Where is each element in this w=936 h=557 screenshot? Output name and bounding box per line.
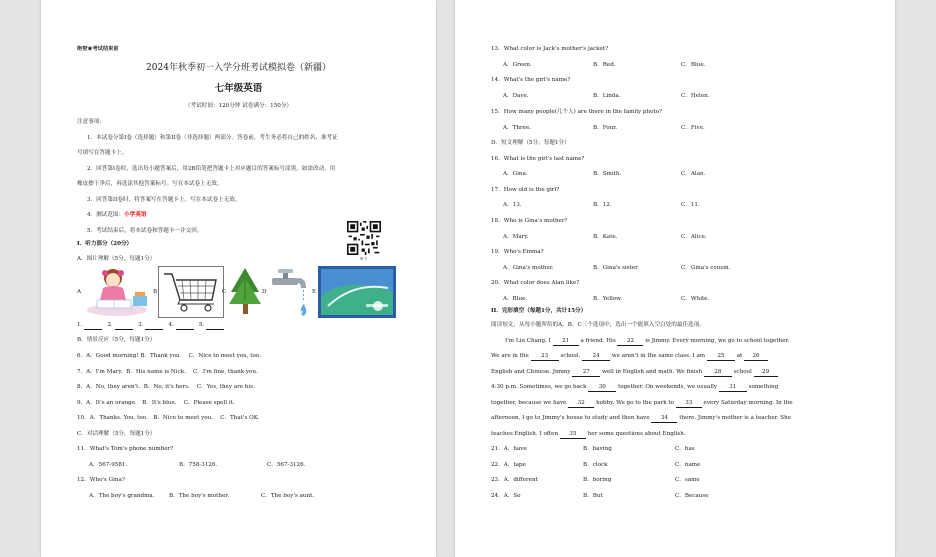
question-text: 16．What is the girl's last name? xyxy=(491,156,585,162)
option-c: C．Blue. xyxy=(681,62,706,68)
option-a: A．Mary. xyxy=(503,234,529,240)
part2-heading: II．完形填空（每题1分，共计15分） xyxy=(491,308,587,314)
option-b: B．Smith. xyxy=(593,171,622,177)
passage-line: together, because we have 32 hobby. We go to the park to 33 every Saturday morning. In the xyxy=(491,400,793,406)
secret-label: 绝密★考试结束前 xyxy=(77,46,119,52)
section-a-heading: A．图片理解（5分，每题1分） xyxy=(77,256,156,262)
note-line: 橡皮擦干净后，再选涂其他答案标号。写在本试卷上无效。 xyxy=(77,181,223,187)
question-text: 17．How old is the girl? xyxy=(491,187,560,193)
section-c-heading: C．对话理解（5分，每题1分） xyxy=(77,431,156,437)
option-b: B．The boy's mother. xyxy=(169,493,230,499)
option-a: A．The boy's grandma. xyxy=(89,493,155,499)
option-c: C．The boy's aunt. xyxy=(261,493,315,499)
question-text: 11．What's Tom's phone number? xyxy=(77,446,174,452)
water-tap-picture xyxy=(268,266,312,318)
passage-line: 4:30 p.m. Sometimes, we go back 30 together. On weekends, we usually 31 something xyxy=(491,384,779,390)
option-c: C．Five. xyxy=(681,125,705,131)
question-row: 9．A．It's an orange. B．It's blue. C．Please spell it. xyxy=(77,400,235,406)
option-c: C．White. xyxy=(681,296,710,302)
qr-code xyxy=(347,221,381,255)
part1-heading: I．听力部分（20分） xyxy=(77,241,133,247)
picture-letter-e: E xyxy=(312,289,317,295)
option-b: B．Four. xyxy=(593,125,618,131)
note-line: 1．本试卷分第I卷（选择题）和第II卷（非选择题）两部分。答卷前，考生务必将自己的姓名、准考证 xyxy=(87,135,338,141)
passage-line: English and Chinese. Jimmy 27 well in English and math. We finish 28 school 29 xyxy=(491,369,778,377)
girl-reading-picture xyxy=(83,266,158,318)
part2-instructions: 阅读短文，从每小题所给的A、B、C三个选项中，选出一个能填入空白处的最佳选项。 xyxy=(491,322,705,328)
option-c: C．11. xyxy=(681,202,700,208)
option-a: A．567-9581. xyxy=(89,462,128,468)
question-text: 12．Who's Gina? xyxy=(77,477,125,483)
option-b: B．having xyxy=(583,446,612,452)
option-c: C．Helen. xyxy=(681,93,710,99)
passage-line: We are in the 23 school. 24 we aren't in the same class. I am 25 at 26 xyxy=(491,353,768,361)
option-b: B．Kate. xyxy=(593,234,618,240)
option-a: A．Dave. xyxy=(503,93,529,99)
note-line: 2．回答第I卷时，选出每小题答案后，用2B铅笔把答题卡上对应题目的答案标号涂黑。如需改动，用 xyxy=(87,166,336,172)
question-text: 14．What's the girl's name? xyxy=(491,77,571,83)
question-row: 10．A．Thanks. You, too. B．Nice to meet you. C．That's OK. xyxy=(77,415,260,421)
option-b: B．clock xyxy=(583,462,608,468)
question-row: 8．A．No, they aren't. B．No, it's hers. C．Yes, they are his. xyxy=(77,384,255,390)
question-text: 20．What color does Alan like? xyxy=(491,280,580,286)
option-a: A．Blue. xyxy=(503,296,528,302)
question-text: 13．What color is Jack's mother's jacket? xyxy=(491,46,609,52)
blank-row: 1. 2. 3. 4. 5. xyxy=(77,322,224,330)
option-b: B．Yellow. xyxy=(593,296,623,302)
exam-page-left xyxy=(41,0,436,557)
cloze-option-row: 23．A．different xyxy=(491,477,538,483)
option-b: B．758-3126. xyxy=(179,462,218,468)
picture-letter-b: B xyxy=(153,289,158,295)
card-picture xyxy=(318,266,396,318)
cloze-option-row: 21．A．have xyxy=(491,446,527,452)
option-b: B．Red. xyxy=(593,62,616,68)
note-line: 4．测试范围：小学英语 xyxy=(87,212,147,218)
cloze-option-row: 24．A．So xyxy=(491,493,521,499)
note-line: 3．回答第II卷时，将答案写在答题卡上。写在本试卷上无效。 xyxy=(87,197,241,203)
option-a: A．Green. xyxy=(503,62,532,68)
picture-letter-d: D xyxy=(262,289,267,295)
shopping-cart-picture xyxy=(158,266,227,318)
tree-picture xyxy=(227,266,263,318)
section-b-heading: B．情景反应（5分，每题1分） xyxy=(77,337,156,343)
option-b: B．Linda. xyxy=(593,93,621,99)
qr-label: 听力 xyxy=(360,257,368,261)
option-b: B．boring xyxy=(583,477,612,483)
exam-title: 2024年秋季初一入学分班考试模拟卷（新疆） xyxy=(146,63,331,73)
passage-line: afternoon, I go to Jimmy's house to study and then have 34 there. Jimmy's mother is a teacher. She xyxy=(491,415,792,421)
section-d-heading: D．短文理解（5分，每题1分） xyxy=(491,140,570,146)
option-a: A．13. xyxy=(503,202,522,208)
option-c: C．Alan. xyxy=(681,171,706,177)
option-c: C．Gina's cousin. xyxy=(681,265,731,271)
question-text: 15．How many people(几个人) are there in the family photo? xyxy=(491,109,663,115)
option-c: C．567-3126. xyxy=(267,462,306,468)
option-b: B．But xyxy=(583,493,603,499)
option-a: A．Gina's mother. xyxy=(503,265,554,271)
question-row: 6．A．Good morning! B．Thank you. C．Nice to meet you, too. xyxy=(77,353,261,359)
question-text: 18．Who is Gina's mother? xyxy=(491,218,568,224)
notes-heading: 注意事项： xyxy=(77,119,105,125)
option-c: C．has xyxy=(675,446,695,452)
picture-letter-a: A xyxy=(77,289,82,295)
question-text: 19．Who's Emma? xyxy=(491,249,544,255)
exam-info: （考试时间：120分钟 试卷满分：150分） xyxy=(184,103,293,109)
test-scope: 小学英语 xyxy=(124,212,147,218)
note-line: 5．考试结束后，将本试卷和答题卡一并交回。 xyxy=(87,228,203,234)
passage-line: I'm Liu Chang. I 21 a friend. His 22 is Jimmy. Every morning, we go to school together. xyxy=(505,338,790,344)
picture-letter-c: C xyxy=(222,289,227,295)
option-c: C．Because xyxy=(675,493,709,499)
cloze-option-row: 22．A．tape xyxy=(491,462,526,468)
question-row: 7．A．I'm Mary. B．His name is Nick. C．I'm fine, thank you. xyxy=(77,369,258,375)
option-a: A．Three. xyxy=(503,125,532,131)
exam-page-right xyxy=(455,0,895,557)
option-c: C．same xyxy=(675,477,700,483)
option-c: C．Alice. xyxy=(681,234,707,240)
passage-line: teaches English. I often 35 her some questions about English. xyxy=(491,431,686,437)
note-line: 号填写在答题卡上。 xyxy=(77,150,128,156)
subject-title: 七年级英语 xyxy=(214,83,263,94)
option-a: A．Gina. xyxy=(503,171,528,177)
option-c: C．name xyxy=(675,462,701,468)
option-b: B．12. xyxy=(593,202,612,208)
option-b: B．Gina's sister. xyxy=(593,265,640,271)
